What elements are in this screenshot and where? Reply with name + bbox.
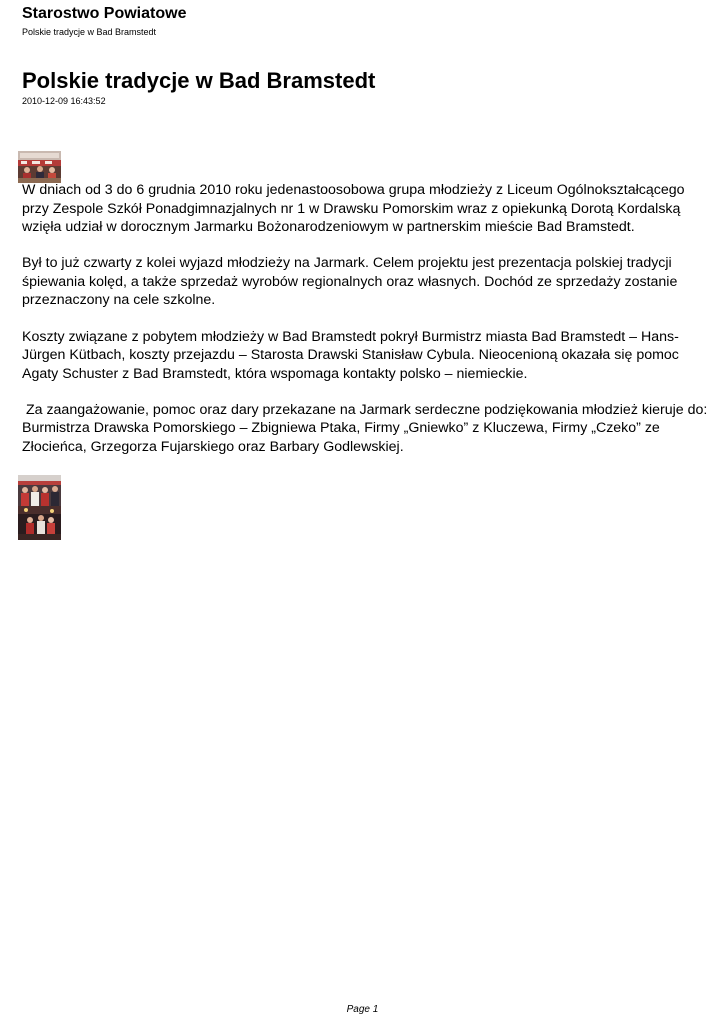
- article-paragraph: Był to już czwarty z kolei wyjazd młodzieży na Jarmark. Celem projektu jest prezentacja polskiej tradycji śpiewania kolęd, a także sprzedaż wyrobów regionalnych oraz własnych. Dochód ze sprzedaży zostanie przeznaczony na cele szkolne.: [22, 255, 678, 309]
- page-number: Page 1: [346, 1004, 379, 1015]
- article-paragraph: Koszty związane z pobytem młodzieży w Bad Bramstedt pokrył Burmistrz miasta Bad Bramstedt – Hans-Jürgen Kütbach, koszty przejazdu – Starosta Drawski Stanisław Cybula. Nieocenioną okazała się pomoc Agaty Schuster z Bad Bramstedt, która wspomaga kontakty polsko – niemieckie.: [22, 328, 679, 382]
- photo-market-stall-image: [18, 151, 61, 183]
- article-paragraph: W dniach od 3 do 6 grudnia 2010 roku jedenastoosobowa grupa młodzieży z Liceum Ogólnokształcącego przy Zespole Szkół Ponadgimnazjalnych nr 1 w Drawsku Pomorskim wraz z opiekunką Dorotą Kordalską wzięła udział w dorocznym Jarmarku Bożonarodzeniowym w partnerskim mieście Bad Bramstedt.: [22, 182, 685, 236]
- article-paragraph: Za zaangażowanie, pomoc oraz dary przekazane na Jarmark serdeczne podziękowania młodzież kieruje do: Burmistrza Drawska Pomorskiego – Zbigniewa Ptaka, Firmy „Gniewko” z Kluczewa, Firmy „Czeko” ze Złocieńca, Grzegorza Fujarskiego oraz Barbary Godlewskiej.: [22, 401, 712, 456]
- article-body: [22, 181, 712, 474]
- site-subtitle: Polskie tradycje w Bad Bramstedt: [22, 27, 157, 37]
- photo-group-image: [18, 475, 61, 506]
- publish-date: 2010-12-09 16:43:52: [22, 96, 106, 106]
- photo-performance-image: [18, 506, 61, 540]
- gallery-photo-thumbnail[interactable]: [18, 475, 61, 506]
- site-title: Starostwo Powiatowe: [22, 5, 187, 22]
- gallery-photo-thumbnail[interactable]: [18, 506, 61, 540]
- article-photo-thumbnail[interactable]: [18, 151, 61, 183]
- page-title: Polskie tradycje w Bad Bramstedt: [22, 68, 376, 93]
